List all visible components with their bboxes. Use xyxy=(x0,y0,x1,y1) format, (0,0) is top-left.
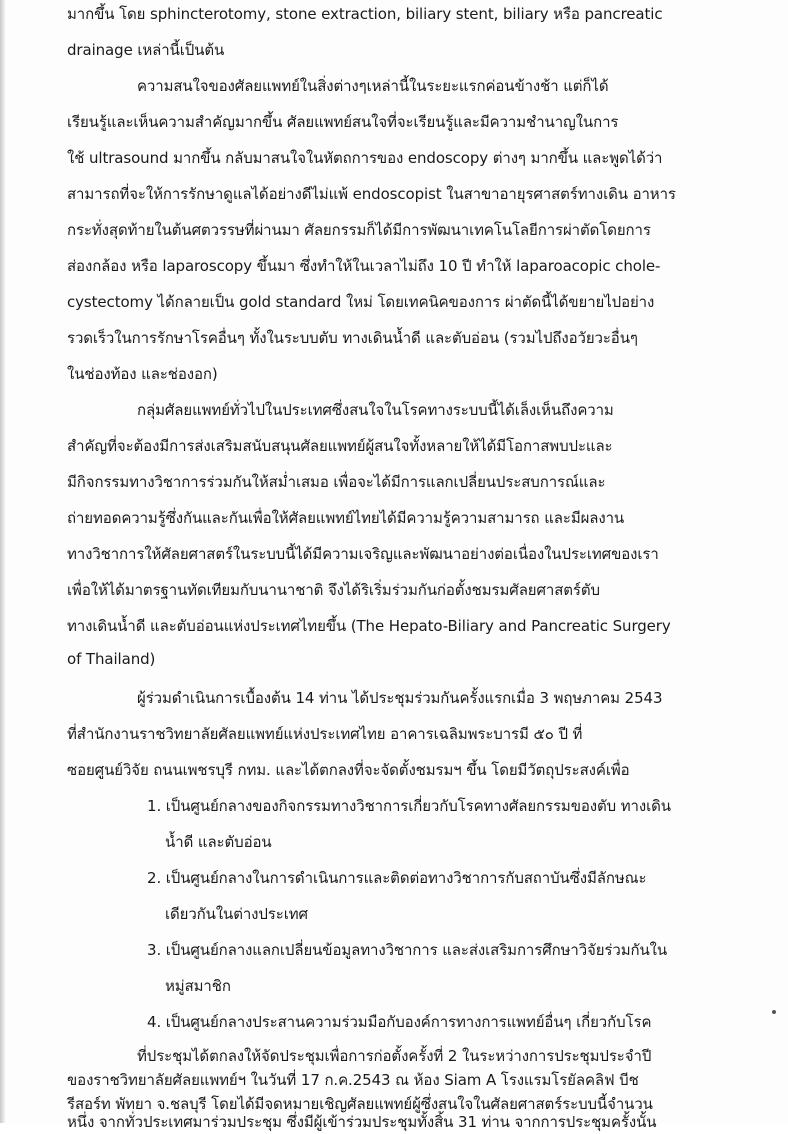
text-line: ของราชวิทยาลัยศัลยแพทย์ฯ ในวันที่ 17 ก.ค.2543 ณ ห้อง Siam A โรงแรมโรยัลคลิฟ บีช xyxy=(67,1071,639,1089)
text-line: สามารถที่จะให้การรักษาดูแลได้อย่างดีไม่แพ้ endoscopist ในสาขาอายุรศาสตร์ทางเดิน อาหาร xyxy=(67,185,676,203)
text-line: ที่สำนักงานราชวิทยาลัยศัลยแพทย์แห่งประเทศไทย อาคารเฉลิมพระบารมี ๕๐ ปี ที่ xyxy=(67,725,583,743)
text-line: หนึ่ง จากทั่วประเทศมาร่วมประชุม ซึ่งมีผู้เข้าร่วมประชุมทั้งสิ้น 31 ท่าน จากการประชุมครั้งนั้น xyxy=(67,1113,657,1131)
text-line: สำคัญที่จะต้องมีการส่งเสริมสนับสนุนศัลยแพทย์ผู้สนใจทั้งหลายให้ได้มีโอกาสพบปะและ xyxy=(67,437,613,455)
list-item-3: 3. เป็นศูนย์กลางแลกเปลี่ยนข้อมูลทางวิชาการ และส่งเสริมการศึกษาวิจัยร่วมกันใน xyxy=(147,941,668,959)
text-line: drainage เหล่านี้เป็นต้น xyxy=(67,41,225,59)
text-line: มากขึ้น โดย sphincterotomy, stone extraction, biliary stent, biliary หรือ pancreatic xyxy=(67,5,663,23)
paragraph-start: ความสนใจของศัลยแพทย์ในสิ่งต่างๆเหล่านี้ในระยะแรกค่อนข้างช้า แต่ก็ได้ xyxy=(137,77,609,95)
text-line: เพื่อให้ได้มาตรฐานทัดเทียมกับนานาชาติ จึงได้ริเริ่มร่วมกันก่อตั้งชมรมศัลยศาสตร์ตับ xyxy=(67,581,600,599)
paragraph-start: ที่ประชุมได้ตกลงให้จัดประชุมเพื่อการก่อตั้งครั้งที่ 2 ในระหว่างการประชุมประจำปี xyxy=(137,1047,652,1065)
text-line: cystectomy ได้กลายเป็น gold standard ใหม่ โดยเทคนิคของการ ผ่าตัดนี้ได้ขยายไปอย่าง xyxy=(67,293,655,311)
list-item-1: 1. เป็นศูนย์กลางของกิจกรรมทางวิชาการเกี่ยวกับโรคทางศัลยกรรมของตับ ทางเดิน xyxy=(147,797,671,815)
page-edge-shadow xyxy=(0,0,6,1123)
text-line: of Thailand) xyxy=(67,650,156,668)
text-line: ทางวิชาการให้ศัลยศาสตร์ในระบบนี้ได้มีความเจริญและพัฒนาอย่างต่อเนื่องในประเทศของเรา xyxy=(67,545,659,563)
margin-dot xyxy=(772,1010,776,1014)
text-line: ใช้ ultrasound มากขึ้น กลับมาสนใจในหัตถการของ endoscopy ต่างๆ มากขึ้น และพูดได้ว่า xyxy=(67,149,663,167)
text-line: มีกิจกรรมทางวิชาการร่วมกันให้สม่ำเสมอ เพื่อจะได้มีการแลกเปลี่ยนประสบการณ์และ xyxy=(67,473,606,491)
text-line: เรียนรู้และเห็นความสำคัญมากขึ้น ศัลยแพทย์สนใจที่จะเรียนรู้และมีความชำนาญในการ xyxy=(67,113,619,131)
text-line: ในช่องท้อง และช่องอก) xyxy=(67,365,218,383)
text-line: ซอยศูนย์วิจัย ถนนเพชรบุรี กทม. และได้ตกลงที่จะจัดตั้งชมรมฯ ขึ้น โดยมีวัตถุประสงค์เพื่อ xyxy=(67,761,630,779)
text-line: รวดเร็วในการรักษาโรคอื่นๆ ทั้งในระบบตับ ทางเดินน้ำดี และตับอ่อน (รวมไปถึงอวัยวะอื่นๆ xyxy=(67,329,638,347)
paragraph-start: ผู้ร่วมดำเนินการเบื้องต้น 14 ท่าน ได้ประชุมร่วมกันครั้งแรกเมื่อ 3 พฤษภาคม 2543 xyxy=(137,689,663,707)
paragraph-start: กลุ่มศัลยแพทย์ทั่วไปในประเทศซึ่งสนใจในโรคทางระบบนี้ได้เล็งเห็นถึงความ xyxy=(137,401,614,419)
text-line: รีสอร์ท พัทยา จ.ชลบุรี โดยได้มีจดหมายเชิญศัลยแพทย์ผู้ซึ่งสนใจในศัลยศาสตร์ระบบนี้จำนวน xyxy=(67,1095,653,1113)
list-item-2-cont: เดียวกันในต่างประเทศ xyxy=(165,905,308,923)
text-line: ทางเดินน้ำดี และตับอ่อนแห่งประเทศไทยขึ้น (The Hepato-Biliary and Pancreatic Surgery xyxy=(67,617,671,635)
list-item-4: 4. เป็นศูนย์กลางประสานความร่วมมือกับองค์การทางการแพทย์อื่นๆ เกี่ยวกับโรค xyxy=(147,1013,652,1031)
list-item-2: 2. เป็นศูนย์กลางในการดำเนินการและติดต่อทางวิชาการกับสถาบันซึ่งมีลักษณะ xyxy=(147,869,647,887)
list-item-1-cont: น้ำดี และตับอ่อน xyxy=(165,833,272,851)
text-line: ส่องกล้อง หรือ laparoscopy ขึ้นมา ซึ่งทำให้ในเวลาไม่ถึง 10 ปี ทำให้ laparoacopic chole- xyxy=(67,257,661,275)
text-line: ถ่ายทอดความรู้ซึ่งกันและกันเพื่อให้ศัลยแพทย์ไทยได้มีความรู้ความสามารถ และมีผลงาน xyxy=(67,509,625,527)
text-line: กระทั่งสุดท้ายในต้นศตวรรษที่ผ่านมา ศัลยกรรมก็ได้มีการพัฒนาเทคโนโลยีการผ่าตัดโดยการ xyxy=(67,221,651,239)
list-item-3-cont: หมู่สมาชิก xyxy=(165,977,231,995)
